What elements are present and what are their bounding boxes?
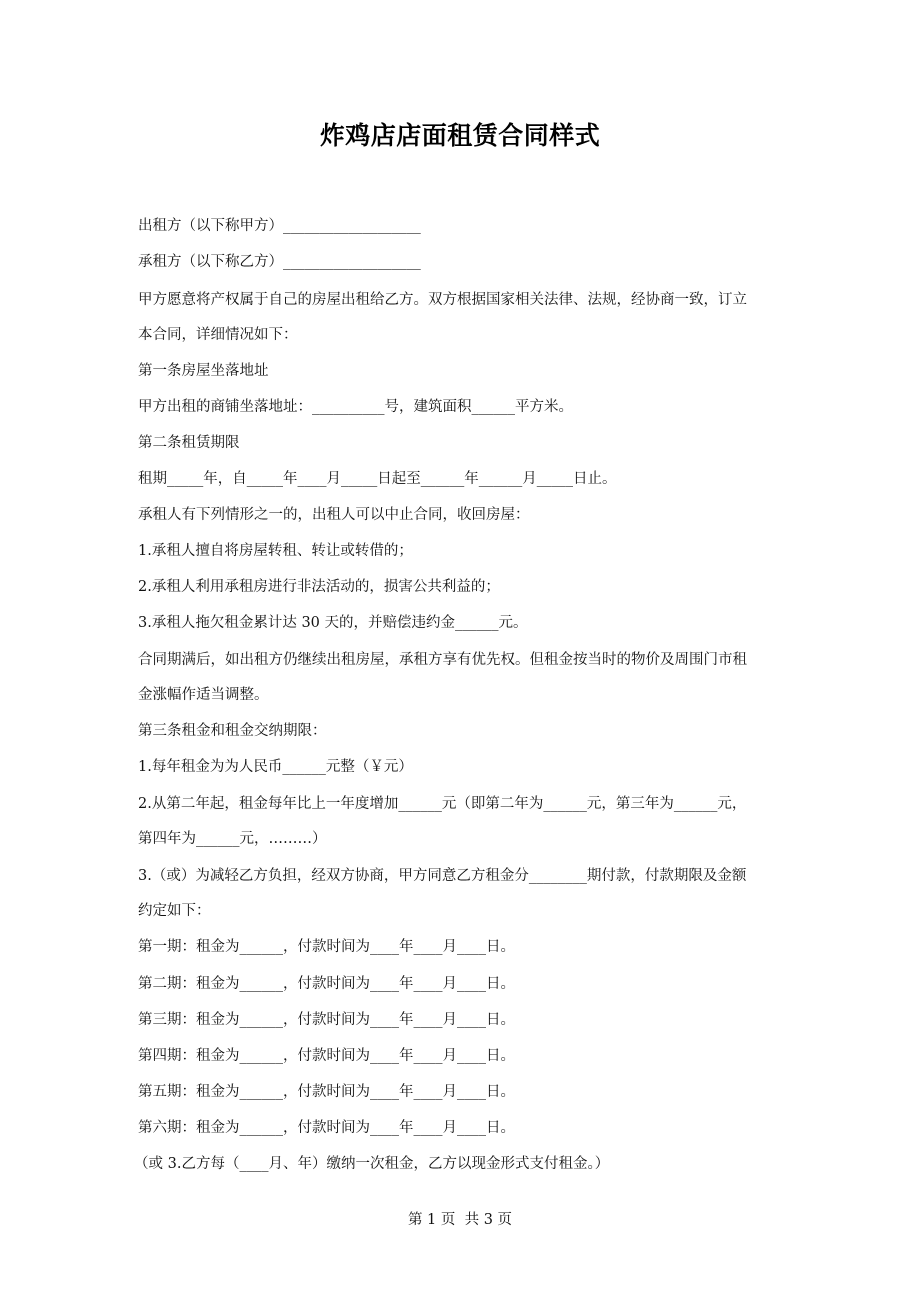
paragraph-line: 金涨幅作适当调整。 xyxy=(138,687,269,703)
party-a-line: 出租方（以下称甲方）___________________ xyxy=(138,218,421,234)
list-item: 2.从第二年起，租金每年比上一年度增加______元（即第二年为______元，第三年为______元， xyxy=(138,796,747,812)
list-item: 3.（或）为减轻乙方负担，经双方协商，甲方同意乙方租金分________期付款，付款期限及金额 xyxy=(138,868,747,884)
section-heading: 第二条租赁期限 xyxy=(138,435,240,451)
paragraph-line: （或 3.乙方每（____月、年）缴纳一次租金，乙方以现金形式支付租金。） xyxy=(134,1156,610,1172)
installment-line: 第三期：租金为______，付款时间为____年____月____日。 xyxy=(138,1012,515,1028)
list-item: 1.每年租金为为人民币______元整（￥元） xyxy=(138,759,413,775)
paragraph-line: 甲方愿意将产权属于自己的房屋出租给乙方。双方根据国家相关法律、法规，经协商一致，订立 xyxy=(138,292,747,308)
paragraph-line: 合同期满后，如出租方仍继续出租房屋，承租方享有优先权。但租金按当时的物价及周围门市租 xyxy=(138,652,747,668)
installment-line: 第二期：租金为______，付款时间为____年____月____日。 xyxy=(138,976,515,992)
document-title: 炸鸡店店面租赁合同样式 xyxy=(319,121,601,150)
list-item: 2.承租人利用承租房进行非法活动的，损害公共利益的； xyxy=(138,579,500,595)
paragraph-line: 租期_____年，自_____年____月_____日起至______年______月_____日止。 xyxy=(138,471,617,487)
paragraph-line: 承租人有下列情形之一的，出租人可以中止合同，收回房屋： xyxy=(138,507,530,523)
section-heading: 第三条租金和租金交纳期限： xyxy=(138,723,327,739)
installment-line: 第四期：租金为______，付款时间为____年____月____日。 xyxy=(138,1048,515,1064)
paragraph-line: 第四年为______元，………） xyxy=(138,831,327,847)
installment-line: 第六期：租金为______，付款时间为____年____月____日。 xyxy=(138,1120,515,1136)
list-item: 3.承租人拖欠租金累计达 30 天的，并赔偿违约金______元。 xyxy=(138,615,528,631)
list-item: 1.承租人擅自将房屋转租、转让或转借的； xyxy=(138,543,413,559)
paragraph-line: 约定如下： xyxy=(138,903,211,919)
paragraph-line: 甲方出租的商铺坐落地址：__________号，建筑面积______平方米。 xyxy=(138,399,573,415)
section-heading: 第一条房屋坐落地址 xyxy=(138,363,269,379)
page-footer: 第 1 页 共 3 页 xyxy=(407,1212,513,1228)
installment-line: 第五期：租金为______，付款时间为____年____月____日。 xyxy=(138,1084,515,1100)
party-b-line: 承租方（以下称乙方）___________________ xyxy=(138,254,421,270)
paragraph-line: 本合同，详细情况如下： xyxy=(138,327,298,343)
installment-line: 第一期：租金为______，付款时间为____年____月____日。 xyxy=(138,939,515,955)
